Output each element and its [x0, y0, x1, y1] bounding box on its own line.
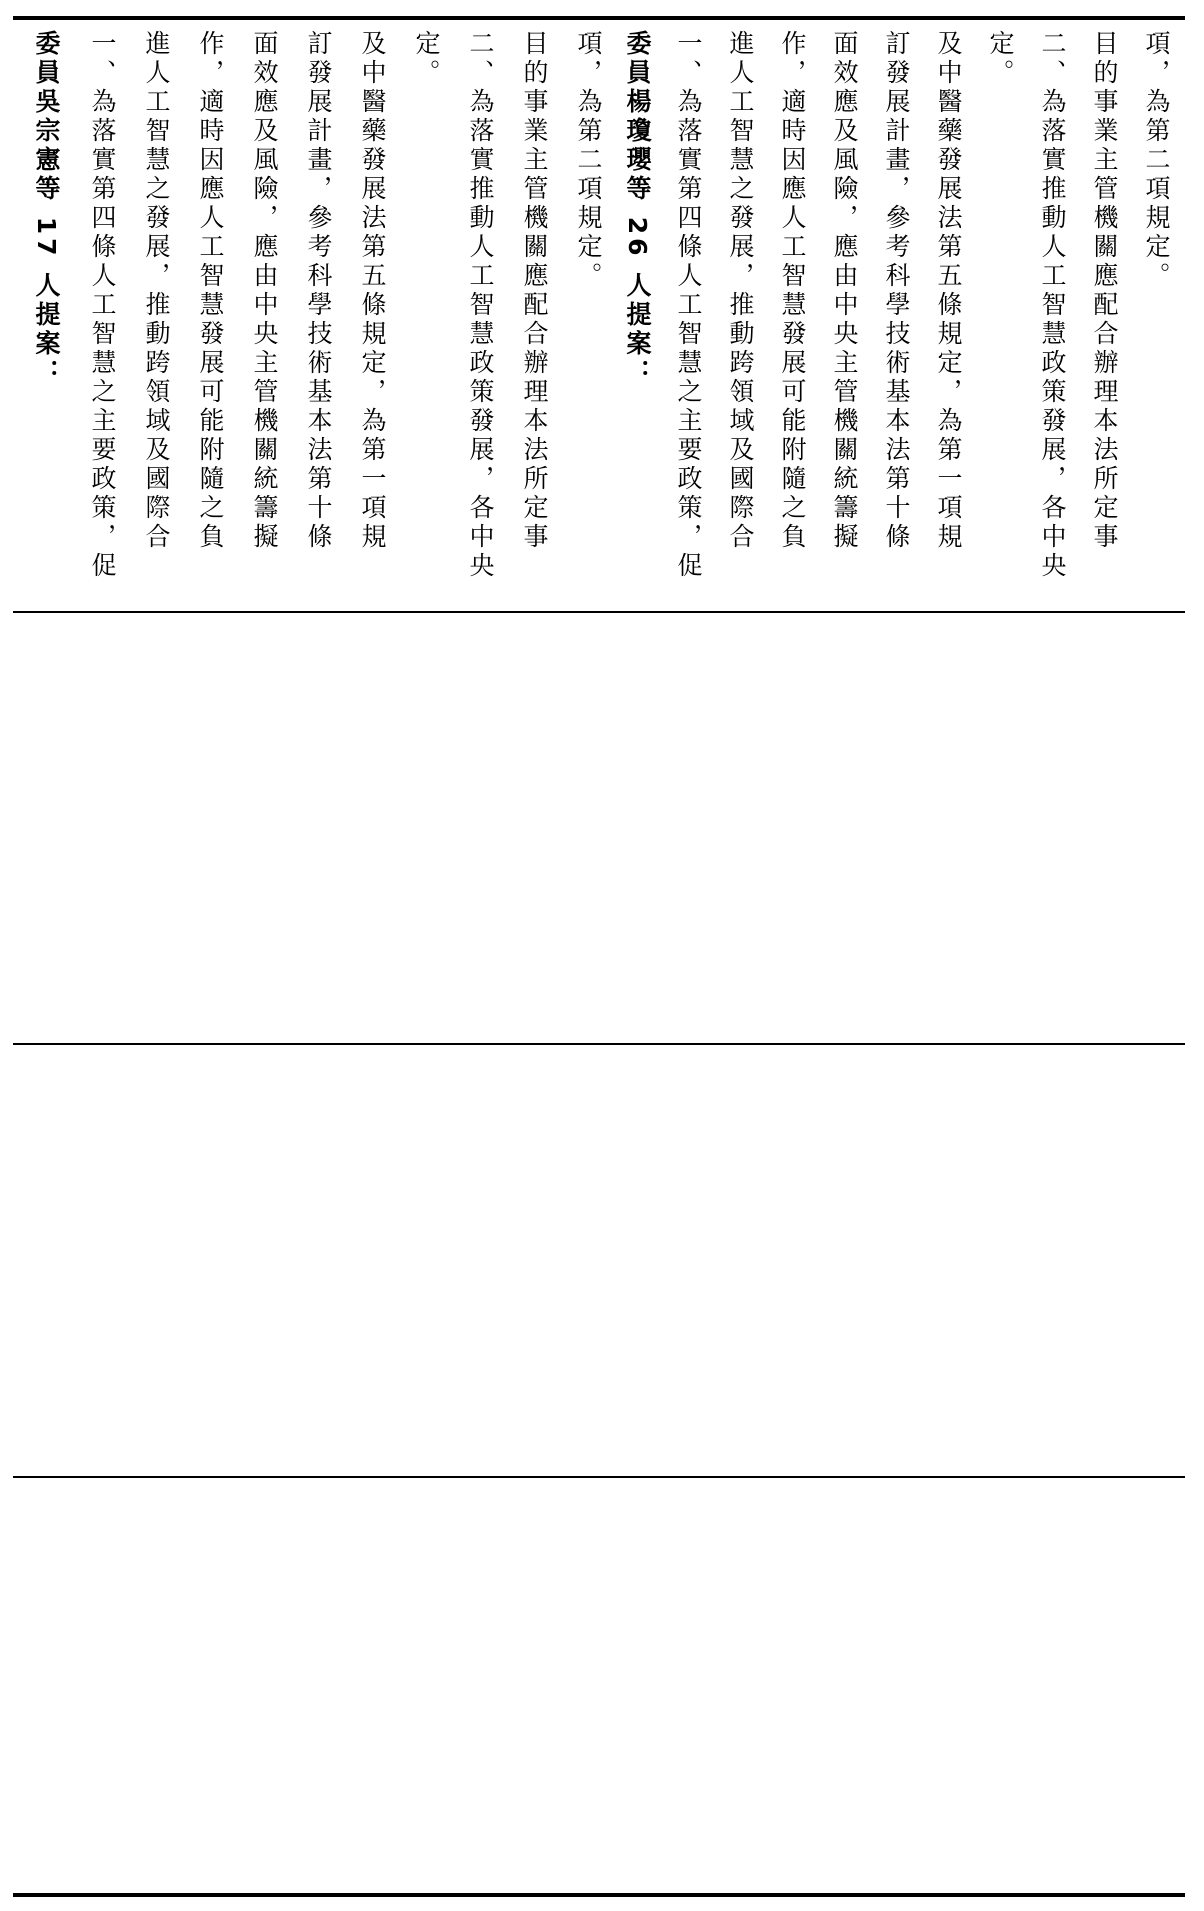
table-top-border — [13, 16, 1185, 20]
proposal-text-line: 面效應及風險，應由中央主管機關統籌擬 — [830, 30, 859, 552]
proposal-text-line: 二、為落實推動人工智慧政策發展，各中央 — [466, 30, 495, 581]
proposal-title: 委員楊瓊瓔等 26 人提案： — [623, 30, 652, 389]
proposal-text-line: 面效應及風險，應由中央主管機關統籌擬 — [250, 30, 279, 552]
proposal-text-line: 定。 — [986, 30, 1015, 88]
proposal-text-line: 進人工智慧之發展，推動跨領域及國際合 — [726, 30, 755, 552]
proposal-title: 委員吳宗憲等 17 人提案： — [32, 30, 61, 389]
proposal-text-line: 二、為落實推動人工智慧政策發展，各中央 — [1038, 30, 1067, 581]
proposal-text-line: 及中醫藥發展法第五條規定，為第一項規 — [934, 30, 963, 552]
table-bottom-border — [13, 1893, 1185, 1897]
proposal-text-line: 及中醫藥發展法第五條規定，為第一項規 — [358, 30, 387, 552]
proposal-text-line: 一、為落實第四條人工智慧之主要政策，促 — [674, 30, 703, 581]
proposal-text-line: 一、為落實第四條人工智慧之主要政策，促 — [88, 30, 117, 581]
row-divider — [13, 611, 1185, 613]
row-divider — [13, 1043, 1185, 1045]
proposal-text-line: 項，為第二項規定。 — [1142, 30, 1171, 291]
row-divider — [13, 1476, 1185, 1478]
proposal-text-line: 目的事業主管機關應配合辦理本法所定事 — [1090, 30, 1119, 552]
proposal-text-line: 作，適時因應人工智慧發展可能附隨之負 — [778, 30, 807, 552]
proposal-text-line: 訂發展計畫，參考科學技術基本法第十條 — [304, 30, 333, 552]
proposal-text-line: 作，適時因應人工智慧發展可能附隨之負 — [196, 30, 225, 552]
proposal-text-line: 進人工智慧之發展，推動跨領域及國際合 — [142, 30, 171, 552]
proposal-text-line: 定。 — [412, 30, 441, 88]
proposal-text-line: 目的事業主管機關應配合辦理本法所定事 — [520, 30, 549, 552]
proposal-text-line: 訂發展計畫，參考科學技術基本法第十條 — [882, 30, 911, 552]
proposal-text-line: 項，為第二項規定。 — [574, 30, 603, 291]
